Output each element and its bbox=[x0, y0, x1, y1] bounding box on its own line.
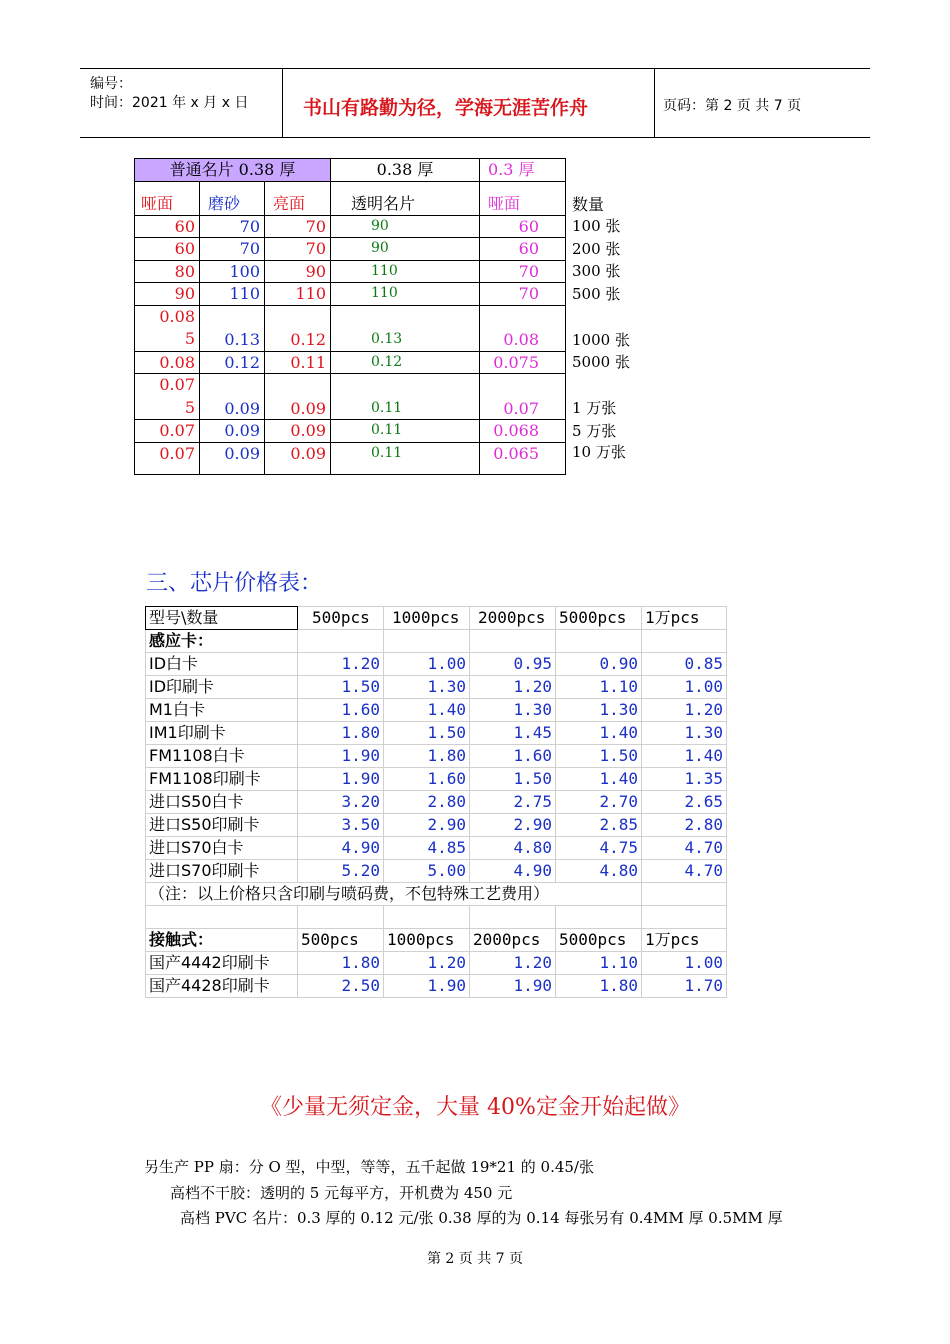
table-row bbox=[146, 745, 727, 768]
table-cell: 0.068 bbox=[480, 420, 566, 443]
table-cell: 0.07 bbox=[135, 442, 200, 474]
table-cell: 0.09 bbox=[265, 420, 331, 443]
group-label: 接触式： bbox=[146, 929, 298, 952]
table-cell: 200 张 bbox=[572, 239, 621, 258]
card-price-table bbox=[134, 158, 636, 475]
group-label: 感应卡： bbox=[146, 630, 298, 653]
price-cell: 2.75 bbox=[470, 791, 556, 814]
table-cell: 110 bbox=[331, 260, 480, 283]
price-cell: 1.10 bbox=[556, 952, 642, 975]
table-cell: 90 bbox=[331, 238, 480, 261]
table-cell: 5000 张 bbox=[572, 353, 630, 371]
table-cell: 0.13 bbox=[200, 305, 265, 351]
table-cell: 70 bbox=[200, 238, 265, 261]
table-cell-line: 0.08 bbox=[159, 306, 195, 326]
header-cell: 磨砂 bbox=[200, 181, 265, 215]
note-line-1: 另生产 PP 扇：分 O 型，中型，等等，五千起做 19*21 的 0.45/张 bbox=[144, 1158, 594, 1176]
product-name: 进口S50白卡 bbox=[146, 791, 298, 814]
product-name: FM1108印刷卡 bbox=[146, 768, 298, 791]
price-cell: 1.60 bbox=[470, 745, 556, 768]
price-cell: 1.80 bbox=[298, 952, 384, 975]
table-cell: 0.09 bbox=[200, 442, 265, 474]
table-cell: 0.09 bbox=[265, 442, 331, 474]
header-cell: 0.3 厚 bbox=[480, 159, 566, 182]
price-cell: 1.20 bbox=[384, 952, 470, 975]
price-cell: 1.90 bbox=[298, 745, 384, 768]
table-row bbox=[146, 952, 727, 975]
table-cell: 0.08 bbox=[480, 305, 566, 351]
price-cell: 1.40 bbox=[556, 768, 642, 791]
header-cell: 500pcs bbox=[298, 607, 384, 630]
table-row bbox=[146, 699, 727, 722]
table-row bbox=[135, 159, 636, 182]
table-cell: 60 bbox=[480, 215, 566, 238]
product-name: 进口S70印刷卡 bbox=[146, 860, 298, 883]
table-cell: 0.11 bbox=[331, 442, 480, 474]
table-row bbox=[135, 260, 636, 283]
table-cell: 110 bbox=[265, 283, 331, 306]
note-line-2: 高档不干胶：透明的 5 元每平方，开机费为 450 元 bbox=[170, 1184, 513, 1202]
price-cell: 1.40 bbox=[556, 722, 642, 745]
price-cell: 0.95 bbox=[470, 653, 556, 676]
price-cell: 5.20 bbox=[298, 860, 384, 883]
table-cell: 0.09 bbox=[200, 420, 265, 443]
price-cell: 1.90 bbox=[298, 768, 384, 791]
table-row bbox=[135, 181, 636, 215]
table-row bbox=[146, 676, 727, 699]
table-row bbox=[146, 929, 727, 952]
price-cell: 1.30 bbox=[642, 722, 727, 745]
table-row bbox=[135, 442, 636, 474]
price-cell: 2.80 bbox=[642, 814, 727, 837]
price-cell: 1.30 bbox=[384, 676, 470, 699]
table-cell: 110 bbox=[200, 283, 265, 306]
table-cell: 100 bbox=[200, 260, 265, 283]
table-cell: 1000 张 bbox=[572, 330, 630, 349]
table-cell: 70 bbox=[265, 215, 331, 238]
table-cell: 0.12 bbox=[265, 305, 331, 351]
header-cell: 型号\数量 bbox=[146, 607, 298, 630]
price-cell: 1.00 bbox=[642, 676, 727, 699]
table-cell bbox=[135, 305, 200, 351]
table-cell: 70 bbox=[480, 283, 566, 306]
table-cell: 300 张 bbox=[572, 262, 621, 280]
table-cell: 0.11 bbox=[265, 351, 331, 374]
header-cell: 5000pcs bbox=[556, 607, 642, 630]
table-cell: 90 bbox=[265, 260, 331, 283]
table-cell: 90 bbox=[331, 215, 480, 238]
header-center-cell bbox=[283, 69, 655, 137]
chip-price-table bbox=[145, 606, 727, 998]
price-cell: 3.50 bbox=[298, 814, 384, 837]
table-cell: 0.09 bbox=[265, 374, 331, 420]
price-cell: 3.20 bbox=[298, 791, 384, 814]
table-row bbox=[135, 238, 636, 261]
price-cell: 1.80 bbox=[556, 975, 642, 998]
price-cell: 1.00 bbox=[642, 952, 727, 975]
table-cell: 0.13 bbox=[331, 305, 480, 351]
price-cell: 1.10 bbox=[556, 676, 642, 699]
table-cell: 70 bbox=[265, 238, 331, 261]
price-cell: 4.70 bbox=[642, 860, 727, 883]
price-cell: 4.85 bbox=[384, 837, 470, 860]
header-cell: 透明名片 bbox=[331, 181, 480, 215]
product-name: M1白卡 bbox=[146, 699, 298, 722]
price-cell: 1.20 bbox=[470, 676, 556, 699]
table-row bbox=[146, 837, 727, 860]
product-name: FM1108白卡 bbox=[146, 745, 298, 768]
number-label: 编号： bbox=[90, 76, 132, 92]
table-row bbox=[135, 420, 636, 443]
table-row bbox=[135, 374, 636, 420]
header-cell: 亮面 bbox=[265, 181, 331, 215]
table-row bbox=[135, 215, 636, 238]
header-cell: 普通名片 0.38 厚 bbox=[135, 159, 331, 182]
table-cell: 80 bbox=[135, 260, 200, 283]
table-row bbox=[146, 975, 727, 998]
header-cell: 2000pcs bbox=[470, 607, 556, 630]
product-name: 国产4442印刷卡 bbox=[146, 952, 298, 975]
price-cell: 1.30 bbox=[556, 699, 642, 722]
price-cell: 4.90 bbox=[470, 860, 556, 883]
header-right-cell bbox=[655, 69, 870, 137]
price-cell: 0.85 bbox=[642, 653, 727, 676]
table-cell: 0.11 bbox=[331, 420, 480, 443]
price-cell: 1.80 bbox=[384, 745, 470, 768]
product-name: 国产4428印刷卡 bbox=[146, 975, 298, 998]
header-cell: 哑面 bbox=[480, 181, 566, 215]
price-cell: 1.30 bbox=[470, 699, 556, 722]
table-row bbox=[146, 883, 727, 906]
price-cell: 1.45 bbox=[470, 722, 556, 745]
table-cell: 60 bbox=[135, 238, 200, 261]
table-cell: 100 张 bbox=[572, 217, 621, 235]
table-cell: 0.07 bbox=[135, 420, 200, 443]
product-name: IM1印刷卡 bbox=[146, 722, 298, 745]
note: （注：以上价格只含印刷与喷码费，不包特殊工艺费用） bbox=[146, 883, 642, 906]
price-cell: 0.90 bbox=[556, 653, 642, 676]
table-row bbox=[146, 814, 727, 837]
table-cell: 10 万张 bbox=[572, 443, 626, 461]
table-cell-line: 5 bbox=[184, 329, 195, 348]
table-cell: 60 bbox=[135, 215, 200, 238]
table-row bbox=[146, 630, 727, 653]
table-cell: 5 万张 bbox=[572, 421, 617, 440]
header-cell: 5000pcs bbox=[556, 929, 642, 952]
price-cell: 1.00 bbox=[384, 653, 470, 676]
header-cell: 1000pcs bbox=[384, 929, 470, 952]
price-cell: 4.70 bbox=[642, 837, 727, 860]
price-cell: 1.80 bbox=[298, 722, 384, 745]
product-name: 进口S50印刷卡 bbox=[146, 814, 298, 837]
price-cell: 2.65 bbox=[642, 791, 727, 814]
header-cell: 数量 bbox=[572, 194, 605, 214]
price-cell: 1.70 bbox=[642, 975, 727, 998]
product-name: ID印刷卡 bbox=[146, 676, 298, 699]
table-cell: 0.12 bbox=[200, 351, 265, 374]
price-cell: 1.20 bbox=[642, 699, 727, 722]
product-name: 进口S70白卡 bbox=[146, 837, 298, 860]
price-cell: 1.35 bbox=[642, 768, 727, 791]
price-cell: 1.20 bbox=[298, 653, 384, 676]
table-cell: 0.065 bbox=[480, 442, 566, 474]
price-cell: 1.50 bbox=[470, 768, 556, 791]
table-row bbox=[135, 305, 636, 351]
price-cell: 1.40 bbox=[642, 745, 727, 768]
price-cell: 2.50 bbox=[298, 975, 384, 998]
table-row bbox=[146, 722, 727, 745]
price-cell: 1.60 bbox=[298, 699, 384, 722]
page-header bbox=[80, 68, 870, 138]
price-cell: 5.00 bbox=[384, 860, 470, 883]
slogan: 《少量无须定金，大量 40%定金开始起做》 bbox=[260, 1095, 690, 1120]
table-cell: 70 bbox=[480, 260, 566, 283]
table-row bbox=[146, 607, 727, 630]
price-cell: 1.90 bbox=[470, 975, 556, 998]
table-cell-line: 0.07 bbox=[159, 375, 195, 394]
table-cell: 0.09 bbox=[200, 374, 265, 420]
price-cell: 2.70 bbox=[556, 791, 642, 814]
price-cell: 1.50 bbox=[298, 676, 384, 699]
table-cell: 0.08 bbox=[135, 351, 200, 374]
price-cell: 2.90 bbox=[384, 814, 470, 837]
motto: 书山有路勤为径，学海无涯苦作舟 bbox=[303, 97, 589, 119]
price-cell: 2.85 bbox=[556, 814, 642, 837]
page-label: 页码：第 2 页 共 7 页 bbox=[663, 98, 802, 114]
price-cell: 4.80 bbox=[470, 837, 556, 860]
header-cell: 500pcs bbox=[298, 929, 384, 952]
table-cell: 0.07 bbox=[480, 374, 566, 420]
header-cell: 1万pcs bbox=[642, 929, 727, 952]
header-cell: 2000pcs bbox=[470, 929, 556, 952]
table-row bbox=[146, 860, 727, 883]
table-cell: 70 bbox=[200, 215, 265, 238]
price-cell: 1.50 bbox=[556, 745, 642, 768]
table-cell: 1 万张 bbox=[572, 399, 617, 417]
table-cell: 0.075 bbox=[480, 351, 566, 374]
table-row bbox=[146, 653, 727, 676]
page-footer: 第 2 页 共 7 页 bbox=[426, 1251, 524, 1267]
header-cell: 哑面 bbox=[135, 181, 200, 215]
price-cell: 1.20 bbox=[470, 952, 556, 975]
table-cell: 110 bbox=[331, 283, 480, 306]
table-cell: 0.11 bbox=[331, 374, 480, 420]
price-cell: 4.75 bbox=[556, 837, 642, 860]
table-row bbox=[146, 906, 727, 929]
table-row bbox=[135, 351, 636, 374]
price-cell: 2.80 bbox=[384, 791, 470, 814]
price-cell: 1.40 bbox=[384, 699, 470, 722]
table-cell: 0.12 bbox=[331, 351, 480, 374]
time-label: 时间：2021 年 x 月 x 日 bbox=[90, 95, 249, 111]
table-cell: 90 bbox=[135, 283, 200, 306]
price-cell: 2.90 bbox=[470, 814, 556, 837]
table-cell: 60 bbox=[480, 238, 566, 261]
header-cell: 0.38 厚 bbox=[331, 159, 480, 182]
price-cell: 4.90 bbox=[298, 837, 384, 860]
table-cell bbox=[135, 374, 200, 420]
table-row bbox=[146, 791, 727, 814]
header-cell: 1000pcs bbox=[384, 607, 470, 630]
price-cell: 1.90 bbox=[384, 975, 470, 998]
table-cell: 500 张 bbox=[572, 284, 621, 303]
price-cell: 1.60 bbox=[384, 768, 470, 791]
header-left-cell bbox=[80, 69, 283, 137]
note-line-3: 高档 PVC 名片：0.3 厚的 0.12 元/张 0.38 厚的为 0.14 每张另有 0.4MM 厚 0.5MM 厚 bbox=[180, 1209, 783, 1227]
section-title: 三、芯片价格表： bbox=[146, 571, 323, 596]
price-cell: 4.80 bbox=[556, 860, 642, 883]
table-cell-line: 5 bbox=[184, 397, 195, 417]
product-name: ID白卡 bbox=[146, 653, 298, 676]
table-row bbox=[146, 768, 727, 791]
header-cell: 1万pcs bbox=[642, 607, 727, 630]
price-cell: 1.50 bbox=[384, 722, 470, 745]
table-row bbox=[135, 283, 636, 306]
